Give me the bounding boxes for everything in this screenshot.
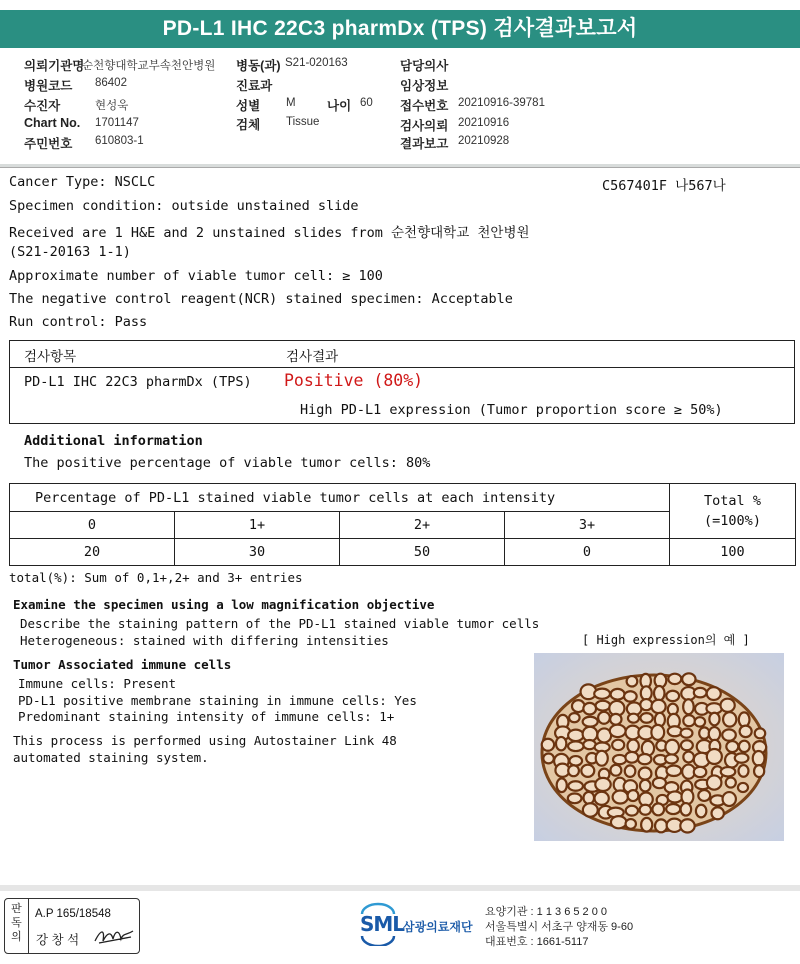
signature-mark [93,925,137,947]
company-address: 서울특별시 서초구 양재동 9-60 [485,921,634,933]
stained-cell [753,751,765,766]
stained-cell [680,819,694,832]
stained-cell [568,741,583,751]
examine-line-2: Heterogeneous: stained with differing intensities [20,633,389,648]
stained-cell [583,803,598,817]
request-value: 20210916 [458,117,510,129]
stained-cell [655,819,667,832]
stained-cell [694,688,707,698]
stained-cell [707,687,721,700]
stained-cell [594,689,610,699]
received-line: Received are 1 H&E and 2 unstained slides from 순천향대학교 천안병원 [9,225,530,241]
stained-cell [628,714,639,723]
process-line-1: This process is performed using Autostainer Link 48 [13,733,397,748]
report-label: 결과보고 [400,137,449,151]
result-box [9,340,795,424]
stained-cell [668,674,681,684]
stained-cell [625,752,638,763]
clinical-label: 임상정보 [400,79,449,93]
test-outcome: Positive (80%) [284,371,424,390]
sex-label: 성별 [236,99,261,113]
stained-cell [638,754,651,764]
total-header-1: Total % [704,493,761,509]
dept-label: 진료과 [236,79,273,93]
footer-band [0,885,800,891]
cancer-type: Cancer Type: NSCLC [9,174,156,190]
stained-cell [681,740,693,750]
stained-cell [682,673,695,685]
pathologist-name: 강 창 석 [36,933,80,947]
immune-heading: Tumor Associated immune cells [13,657,232,672]
company-info [485,905,633,950]
stained-cell [640,780,651,792]
specimen-condition: Specimen condition: outside unstained slide [9,198,359,214]
image-caption: [ High expression의 예 ] [582,633,750,647]
stained-cell [613,791,628,804]
stained-cell [624,691,637,701]
stained-cell [726,741,738,752]
stained-cell [665,754,678,763]
stained-cell [641,818,652,832]
stained-cell [755,728,766,738]
ihc-stain-image [534,653,784,841]
stained-cell [667,791,682,802]
patient-value: 현성욱 [95,100,129,112]
stained-cell [668,726,682,736]
stained-cell [652,700,666,713]
positive-percentage: The positive percentage of viable tumor cells: 80% [24,455,431,471]
stained-cell [613,755,626,764]
result-divider [10,367,794,368]
immune-line-1: Immune cells: Present [18,676,177,691]
stained-cell [652,803,664,815]
intensity-value-0: 20 [10,539,175,566]
seal-label-text: 판독의 [11,903,22,943]
signature-box [4,898,140,954]
stained-cell [683,752,694,763]
slide-id: (S21-20163 1-1) [9,244,131,260]
request-label: 검사의뢰 [400,119,449,133]
stained-cell [640,699,652,710]
stained-cell [683,715,695,726]
test-name: PD-L1 IHC 22C3 pharmDx (TPS) [24,374,252,390]
examine-line-1: Describe the staining pattern of the PD-L1 stained viable tumor cells [20,616,540,631]
id-label: 주민번호 [24,137,73,151]
specimen-value: Tissue [286,116,320,128]
stained-cell [654,686,664,701]
stained-cell [542,739,554,751]
stained-cell [595,792,609,805]
stained-cell [711,807,723,819]
ncr-line: The negative control reagent(NCR) stained specimen: Acceptable [9,291,513,307]
stained-cell [754,765,764,777]
header-info [0,52,800,164]
logo-text: SML [360,912,405,936]
stained-cell [583,792,594,804]
age-label: 나이 [327,99,352,113]
stained-cell [739,712,750,726]
run-control: Run control: Pass [9,314,148,330]
chart-label: Chart No. [24,116,81,130]
immune-line-2: PD-L1 positive membrane staining in immune cells: Yes [18,693,417,708]
stained-cell [707,775,721,789]
report-value: 20210928 [458,135,510,147]
hospital-value: 순천향대학교부속천안병원 [82,60,216,72]
age-value: 60 [360,97,373,109]
intensity-header-3: 3+ [505,512,670,539]
institution-no: 요양기관 : 1 1 3 6 5 2 0 0 [485,906,608,918]
sml-logo [360,902,480,951]
stained-cell [595,778,610,791]
stained-cell [735,753,749,762]
stained-cell [683,699,694,714]
stained-cell [681,803,692,816]
stained-cell [568,730,583,741]
stained-cell [651,725,664,740]
stained-cell [695,717,705,726]
stained-cell [543,753,554,763]
stained-cell [625,765,636,776]
header-divider [0,164,800,168]
intensity-header-2: 2+ [340,512,505,539]
specimen-label: 검체 [236,118,261,132]
ihc-stain-drawing [534,653,784,841]
examine-heading: Examine the specimen using a low magnification objective [13,597,435,612]
intensity-table-title: Percentage of PD-L1 stained viable tumor cells at each intensity [10,484,670,512]
stained-cell [640,713,652,723]
stained-cell [610,725,626,737]
stained-cell [681,729,693,738]
stained-cell [568,793,582,803]
code-value: 86402 [95,77,127,89]
stained-cell [682,789,694,804]
stained-cell [612,740,624,750]
stained-cell [740,726,752,738]
sex-value: M [286,97,296,109]
stained-cell [583,717,598,727]
stained-cell [628,790,639,801]
stained-cell [722,729,736,740]
stained-cell [640,805,651,815]
col-result-header: 검사결과 [286,349,339,365]
stained-cell [581,765,594,777]
immune-line-3: Predominant staining intensity of immune cells: 1+ [18,709,395,724]
company-phone: 대표번호 : 1661-5117 [485,936,589,948]
total-header [670,484,796,539]
stained-cell [556,737,566,750]
col-item-header: 검사항목 [24,349,77,365]
ap-number: A.P 165/18548 [35,908,111,920]
doctor-label: 담당의사 [400,59,449,73]
stained-cell [610,765,621,776]
stained-cell [596,701,610,711]
stained-cell [726,777,736,787]
stained-cell [738,783,748,792]
stained-cell [627,740,638,753]
ward-value: S21-020163 [285,57,348,69]
stained-cell [568,781,583,791]
stained-cell [639,768,652,780]
stained-cell [698,790,710,801]
stained-cell [598,712,610,724]
stained-cell [611,689,625,700]
total-header-2: (=100%) [704,513,761,529]
stained-cell [721,699,735,712]
stained-cell [569,756,582,766]
stained-cell [666,765,681,776]
stained-cell [583,703,596,715]
intensity-value-3: 0 [505,539,670,566]
stained-cell [569,713,579,722]
stained-cell [626,819,636,829]
test-interpretation: High PD-L1 expression (Tumor proportion score ≥ 50%) [300,402,723,418]
intensity-value-1: 30 [175,539,340,566]
stained-cell [627,676,638,686]
intensity-table [9,483,796,566]
stained-cell [568,765,579,776]
stained-cell [723,712,736,726]
stained-cell [596,751,608,766]
stained-cell [739,741,750,752]
total-note: total(%): Sum of 0,1+,2+ and 3+ entries [9,570,303,585]
code-label: 병원코드 [24,79,73,93]
intensity-header-1: 1+ [175,512,340,539]
report-title: PD-L1 IHC 22C3 pharmDx (TPS) 검사결과보고서 [0,10,800,48]
ward-label: 병동(과) [236,59,281,73]
viable-cells: Approximate number of viable tumor cell: ≥ 100 [9,268,383,284]
stained-cell [709,727,720,740]
stained-cell [666,691,679,701]
intensity-value-2: 50 [340,539,505,566]
stained-cell [610,714,621,725]
stained-cell [694,767,707,777]
stained-cell [721,767,736,776]
hospital-label: 의뢰기관명 [24,59,85,73]
stained-cell [557,778,567,792]
stained-cell [665,740,679,755]
receipt-value: 20210916-39781 [458,97,545,109]
id-value: 610803-1 [95,135,144,147]
chart-value: 1701147 [95,117,139,129]
stained-cell [626,806,638,816]
intensity-header-0: 0 [10,512,175,539]
stained-cell [666,804,680,814]
stained-cell [641,686,652,700]
stained-cell [723,792,736,806]
patient-label: 수진자 [24,99,61,113]
stained-cell [738,765,748,777]
case-code: C567401F 나567나 [602,178,726,194]
stained-cell [611,816,626,828]
process-line-2: automated staining system. [13,750,209,765]
intensity-total: 100 [670,539,796,566]
seal-label [5,899,29,953]
stained-cell [709,713,719,726]
receipt-label: 접수번호 [400,99,449,113]
stained-cell [696,805,706,818]
stained-cell [707,749,722,764]
additional-heading: Additional information [24,433,203,449]
company-name: 삼광의료재단 [403,920,473,934]
